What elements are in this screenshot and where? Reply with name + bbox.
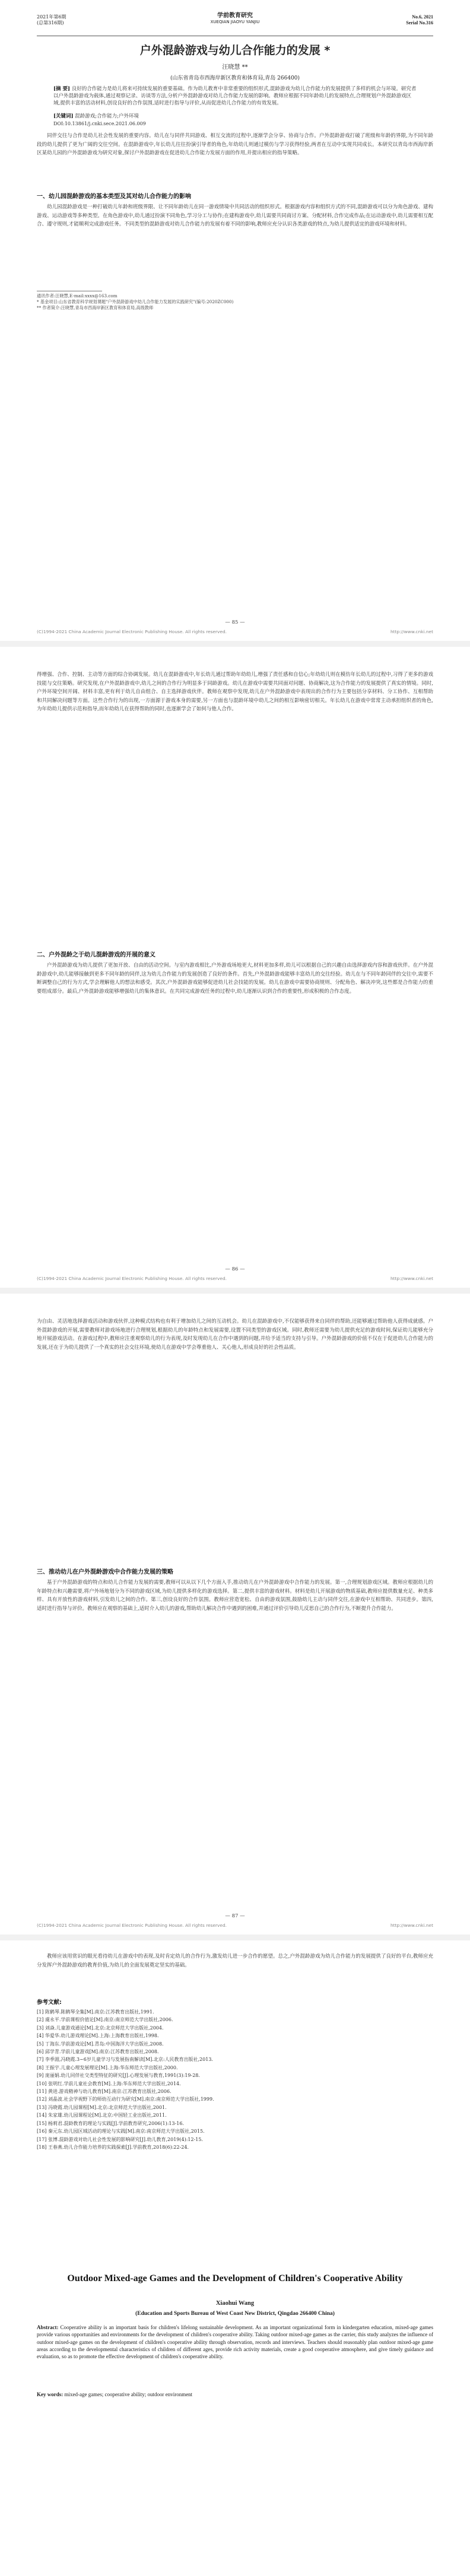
cnki-link[interactable]: http://www.cnki.net xyxy=(390,629,433,634)
journal-name-en: XUEQIAN JIAOYU YANJIU xyxy=(210,20,260,24)
english-author: Xiaohui Wang xyxy=(215,2300,255,2307)
page-1 xyxy=(0,0,470,641)
abstract-label: [摘 要] xyxy=(53,86,71,92)
reference-item: [8] 王振宇.儿童心理发展理论[M].上海:华东师范大学出版社,2000. xyxy=(37,2064,178,2070)
page-number: — 85 — xyxy=(225,620,245,625)
copyright-footer xyxy=(37,1276,433,1281)
english-affiliation: (Education and Sports Bureau of West Coast New District, Qingdao 266400 China) xyxy=(135,2311,335,2317)
reference-item: [13] 冯晓霞.幼儿园课程[M].北京:北京师范大学出版社,2001. xyxy=(37,2104,167,2110)
keywords xyxy=(53,113,417,120)
reference-item: [3] 刘焱.儿童游戏通论[M].北京:北京师范大学出版社,2004. xyxy=(37,2025,164,2031)
journal-name xyxy=(37,13,433,25)
copyright-text: (C)1994-2021 China Academic Journal Electronic Publishing House. All rights reserved. xyxy=(37,629,227,634)
page-3-paragraph: 为自由、灵活地选择游戏活动和游戏伙伴,这种模式结构也有利于增加幼儿之间的互动机会。幼儿在混龄游戏中,不仅能够获得来自同伴的帮助,还能够通过帮助他人获得成就感。户外混龄游戏的开展,需要教师对游戏场地进行合理规划,根据幼儿的年龄特点和发展需要,设置不同类型的游戏区域。同时,教师还需要为幼儿提供充足的游戏时间,保证幼儿能够充分地开展游戏活动。在游戏过程中,教师应注重观察幼儿的行为表现,及时发现幼儿在合作中遇到的问题,并给予适当的支持与引导。户外混龄游戏的价值不仅在于促进幼儿合作能力的发展,还在于为幼儿提供了一个真实的社会交往环境,使幼儿在游戏中学会尊重他人、关心他人,形成良好的社会性品质。 xyxy=(37,1319,433,1351)
page-separator xyxy=(0,1288,470,1294)
page-separator xyxy=(0,1935,470,1940)
english-abstract-label: Abstract: xyxy=(37,2324,59,2330)
reference-item: [10] 张明红.学前儿童社会教育[M].上海:华东师范大学出版社,2014. xyxy=(37,2081,181,2086)
page-separator xyxy=(0,641,470,647)
copyright-text: (C)1994-2021 China Academic Journal Electronic Publishing House. All rights reserved. xyxy=(37,1923,227,1928)
reference-item: [11] 黄进.游戏精神与幼儿教育[M].南京:江苏教育出版社,2006. xyxy=(37,2089,172,2095)
journal-name-cn: 学前教育研究 xyxy=(217,12,253,19)
english-keywords xyxy=(37,2391,433,2397)
copyright-footer xyxy=(37,629,433,634)
reference-item: [6] 邱学青.学前儿童游戏[M].南京:江苏教育出版社,2008. xyxy=(37,2049,159,2055)
page-2-paragraph: 得增强、合作、控制、主动等方面的综合协调发展。幼儿在混龄游戏中,年长幼儿通过帮助年幼幼儿,增强了责任感和自信心;年幼幼儿则在模仿年长幼儿的过程中,习得了更多的游戏技能与交往策略。研究发现,在户外混龄游戏中,幼儿之间的合作行为明显多于同龄游戏。幼儿在游戏中需要共同面对问题、协商解决,这为合作能力的发展提供了真实的情境。同时,户外环境空间开阔、材料丰富,更有利于幼儿自由组合、自主选择游戏伙伴。教师在观察中发现,幼儿在户外混龄游戏中表现出的合作行为主要包括分享材料、分工协作、互相帮助和共同解决问题等方面。这些合作行为的出现,一方面源于游戏本身的需要,另一方面也与混龄环境中幼儿之间的相互影响密切相关。年长幼儿在游戏中常常主动承担组织者的角色,为年幼幼儿提供示范和指导,而年幼幼儿在获得帮助的同时,也逐渐学会了如何与他人合作。 xyxy=(37,672,433,712)
english-abstract-text: Cooperative ability is an important basis for children's lifelong sustainable development. As an important organizational form in kindergarten education, mixed-age games provide various opportunities and environments for the development of children's cooperative ability. Taking outdoor mixed-age games as the carrier, this study analyzes the influence of outdoor mixed-age games on the development of children's cooperative ability through observation, records and interviews. Teachers should reasonably plan outdoor mixed-age game areas according to the developmental characteristics of children of different ages, provide rich activity materials, create a good cooperative atmosphere, and give timely guidance and evaluation, so as to promote the effective development of children's cooperative ability. xyxy=(37,2324,433,2360)
abstract xyxy=(53,85,417,107)
reference-item: [2] 虞永平.学前课程价值论[M].南京:南京师范大学出版社,2006. xyxy=(37,2017,173,2023)
abstract-text: 良好的合作能力是幼儿将来可持续发展的重要基础。作为幼儿教育中非常重要的组织形式,混龄游戏为幼儿合作能力的发展提供了多样的机会与环境。研究者以户外混龄游戏为载体,通过观察记录、访谈等方法,分析户外混龄游戏对幼儿合作能力发展的影响。教师应根据不同年龄幼儿的发展特点,合理规划户外混龄游戏区域,提供丰富的活动材料,创设良好的合作氛围,适时进行指导与评价,从而促进幼儿合作能力的有效发展。 xyxy=(53,86,417,106)
page-number: — 87 — xyxy=(225,1913,245,1919)
intro-paragraph: 同伴交往与合作是幼儿社会性发展的重要内容。幼儿在与同伴共同游戏、相互交流的过程中,逐渐学会分享、协商与合作。户外混龄游戏打破了班级和年龄的界限,为不同年龄段的幼儿提供了更为广阔的交往空间。在混龄游戏中,年长幼儿往往扮演引导者的角色,年幼幼儿则通过模仿与学习获得经验,两者在互动中实现共同成长。本研究以青岛市西海岸新区某幼儿园的户外混龄游戏为研究对象,探讨户外混龄游戏在促进幼儿合作能力发展方面的作用,并提出相应的指导策略。 xyxy=(37,133,433,156)
article-author: 汪晓慧 ** xyxy=(222,64,248,71)
article-title: 户外混龄游戏与幼儿合作能力的发展 * xyxy=(139,44,331,57)
reference-item: [4] 华爱华.幼儿游戏理论[M].上海:上海教育出版社,1998. xyxy=(37,2033,159,2039)
issue-right: No.6, 2021 Serial No.316 xyxy=(406,14,433,26)
reference-item: [1] 陈鹤琴.陈鹤琴全集[M].南京:江苏教育出版社,1991. xyxy=(37,2009,154,2015)
reference-item: [17] 张博.混龄游戏对幼儿社会性发展的影响研究[J].幼儿教育,2019(4):12-15. xyxy=(37,2136,204,2142)
section-1-paragraph: 幼儿园混龄游戏是一种打破幼儿年龄和班级界限、让不同年龄幼儿在同一游戏情境中共同活动的组织形式。根据游戏内容和组织方式的不同,混龄游戏可以分为角色游戏、建构游戏、运动游戏等多种类型。在角色游戏中,幼儿通过扮演不同角色,学习分工与协作;在建构游戏中,幼儿需要共同商讨方案、分配材料,合作完成作品;在运动游戏中,幼儿需要相互配合、遵守规则,才能顺利完成游戏任务。不同类型的混龄游戏对幼儿合作能力的发展有着不同的影响,教师应充分认识各类游戏的特点,为幼儿提供适宜的游戏环境和材料。 xyxy=(37,204,433,227)
keywords-text: 混龄游戏;合作能力;户外环境 xyxy=(75,113,139,119)
page-4 xyxy=(0,1940,470,2576)
reference-item: [16] 秦元东.幼儿园区域活动的理论与实践[M].南京:南京师范大学出版社,2015. xyxy=(37,2129,205,2135)
english-title: Outdoor Mixed-age Games and the Development of Children's Cooperative Ability xyxy=(67,2273,403,2283)
reference-item: [15] 杨莉君.混龄教育的理论与实践[J].学前教育研究,2006(1):13-16. xyxy=(37,2120,185,2126)
copyright-text: (C)1994-2021 China Academic Journal Electronic Publishing House. All rights reserved. xyxy=(37,1276,227,1281)
english-keywords-label: Key words: xyxy=(37,2391,63,2397)
cnki-link[interactable]: http://www.cnki.net xyxy=(390,1923,433,1928)
article-affiliation: (山东省青岛市西海岸新区教育和体育局,青岛 266400) xyxy=(170,75,300,81)
copyright-footer xyxy=(37,1923,433,1928)
reference-item: [12] 刘晶波.社会学视野下的师幼互动行为研究[M].南京:南京师范大学出版社,1999. xyxy=(37,2097,214,2102)
doi: DOI:10.13861/j.cnki.sece.2021.06.009 xyxy=(53,121,146,126)
references-heading: 参考文献: xyxy=(37,1999,62,2006)
issue-left: 2021年第6期 (总第316期) xyxy=(37,14,66,26)
references-list xyxy=(37,2008,433,2151)
section-2-heading: 二、户外混龄之于幼儿混龄游戏的开展的意义 xyxy=(37,952,155,958)
closing-paragraph: 教师应该用赏识的眼光看待幼儿在游戏中的表现,及时肯定幼儿的合作行为,激发幼儿进一步合作的愿望。总之,户外混龄游戏为幼儿合作能力的发展提供了良好的平台,教师应充分发挥户外混龄游戏的教育价值,为幼儿的全面发展奠定坚实的基础。 xyxy=(37,1954,433,1968)
reference-item: [7] 李季湄,冯晓霞.3~6岁儿童学习与发展指南解读[M].北京:人民教育出版社,2013. xyxy=(37,2057,213,2063)
section-2-paragraph: 户外混龄游戏为幼儿提供了更加开放、自由的活动空间。与室内游戏相比,户外游戏场地更大,材料更加多样,幼儿可以根据自己的兴趣自由选择游戏内容和游戏伙伴。在户外混龄游戏中,幼儿能够接触到更多不同年龄的同伴,这为幼儿合作能力的发展创造了良好的条件。首先,户外混龄游戏能够丰富幼儿的交往经验。幼儿在与不同年龄同伴的交往中,需要不断调整自己的行为方式,学会理解他人的想法和感受。其次,户外混龄游戏能够促进幼儿社会技能的发展。幼儿在游戏中需要协商规则、分配角色、解决冲突,这些都是合作能力的重要组成部分。最后,户外混龄游戏能够增强幼儿的集体意识。在共同完成游戏任务的过程中,幼儿逐渐认识到合作的重要性,形成积极的合作态度。 xyxy=(37,963,433,995)
reference-item: [5] 丁海东.学前游戏论[M].青岛:中国海洋大学出版社,2008. xyxy=(37,2041,164,2047)
section-3-heading: 三、推动幼儿在户外混龄游戏中合作能力发展的策略 xyxy=(37,1569,173,1576)
footnote-1: 通讯作者:汪晓慧,E-mail:xxxx@163.com xyxy=(37,293,118,298)
keywords-label: [关键词] xyxy=(53,113,74,119)
section-1-heading: 一、幼儿园混龄游戏的基本类型及其对幼儿合作能力的影响 xyxy=(37,193,191,200)
english-abstract xyxy=(37,2324,433,2360)
reference-item: [18] 王春燕.幼儿合作能力培养的实践探索[J].学前教育,2018(6):22-24. xyxy=(37,2144,189,2150)
reference-item: [14] 朱家雄.幼儿园课程论[M].北京:中国轻工业出版社,2011. xyxy=(37,2113,167,2118)
footnote-2: * 基金项目:山东省教育科学规划课题"户外混龄游戏中幼儿合作能力发展的实践研究"(编号:2020ZC000) xyxy=(37,299,234,304)
page-2 xyxy=(0,647,470,1288)
page-3 xyxy=(0,1294,470,1935)
journal-header xyxy=(37,13,433,36)
english-keywords-text: mixed-age games; cooperative ability; outdoor environment xyxy=(64,2391,193,2397)
cnki-link[interactable]: http://www.cnki.net xyxy=(390,1276,433,1281)
footnote-3: ** 作者简介:汪晓慧,青岛市西海岸新区教育和体育局,高级教师 xyxy=(37,305,154,310)
reference-item: [9] 庞丽娟.幼儿同伴社交类型特征的研究[J].心理发展与教育,1991(3):19-28. xyxy=(37,2073,200,2079)
section-3-paragraph: 基于户外混龄游戏的特点和幼儿合作能力发展的需要,教师可以从以下几个方面入手,推动幼儿在户外混龄游戏中合作能力的发展。第一,合理规划游戏区域。教师应根据幼儿的年龄特点和兴趣需要,将户外场地划分为不同的游戏区域,为幼儿提供多样化的游戏选择。第二,提供丰富的游戏材料。材料是幼儿开展游戏的物质基础,教师应提供数量充足、种类多样、具有开放性的游戏材料,引发幼儿之间的合作。第三,创设良好的合作氛围。教师应营造宽松、自由的游戏氛围,鼓励幼儿主动与同伴交往,在游戏中互相帮助、共同进步。第四,适时进行指导与评价。教师应在观察的基础上,适时介入幼儿的游戏,帮助幼儿解决合作中遇到的困难,并通过评价引导幼儿反思自己的合作行为,不断提升合作能力。 xyxy=(37,1580,433,1612)
page-number: — 86 — xyxy=(225,1266,245,1272)
